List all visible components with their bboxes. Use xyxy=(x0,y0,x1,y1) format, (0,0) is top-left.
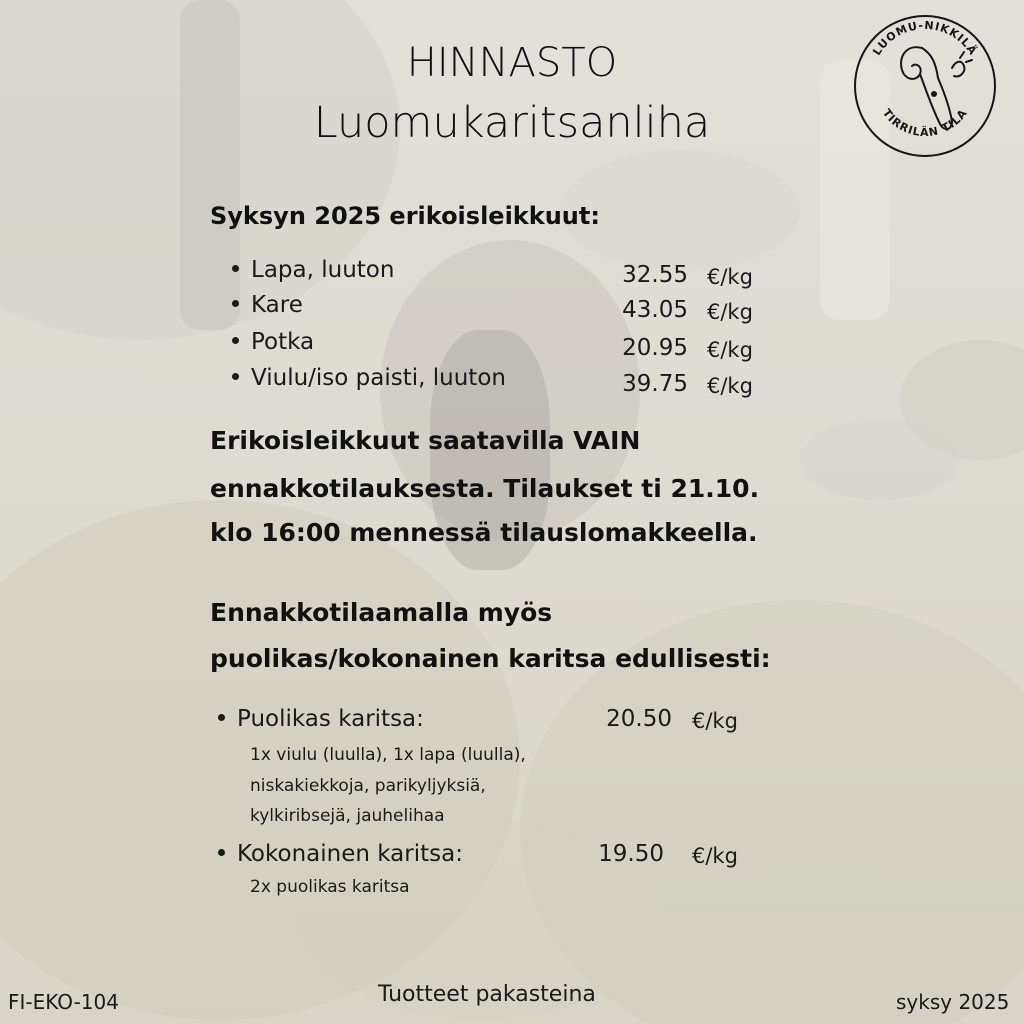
item-unit: €/kg xyxy=(692,709,738,733)
item-name: Puolikas karitsa: xyxy=(237,706,424,732)
item-detail: niskakiekkoja, parikyljyksiä, xyxy=(250,776,486,796)
list-item xyxy=(218,706,424,732)
item-price: 20.95 xyxy=(622,335,688,361)
item-price: 19.50 xyxy=(598,841,664,867)
notice-line: Erikoisleikkuut saatavilla VAIN xyxy=(210,426,641,455)
certification-code: FI-EKO-104 xyxy=(8,990,119,1014)
item-price: 20.50 xyxy=(606,706,672,732)
bullet-icon xyxy=(218,849,225,856)
special-cuts-heading: Syksyn 2025 erikoisleikkuut: xyxy=(210,202,600,230)
item-price: 43.05 xyxy=(622,297,688,323)
page-subtitle: Luomukaritsanliha xyxy=(313,98,711,148)
item-unit: €/kg xyxy=(707,374,753,398)
logo-top-text: LUOMU-NIKKILÄ xyxy=(870,18,980,58)
bullet-icon xyxy=(218,714,225,721)
bullet-icon xyxy=(232,337,239,344)
notice-line: klo 16:00 mennessä tilauslomakkeella. xyxy=(210,518,758,547)
page-title: HINNASTO xyxy=(406,40,618,86)
notice-line: ennakkotilauksesta. Tilaukset ti 21.10. xyxy=(210,474,760,503)
item-unit: €/kg xyxy=(692,844,738,868)
logo-bottom-text: TIRRILÄN TILA xyxy=(879,106,971,140)
item-name: Kare xyxy=(251,292,303,318)
bullet-icon xyxy=(232,300,239,307)
item-unit: €/kg xyxy=(707,265,753,289)
item-name: Kokonainen karitsa: xyxy=(237,841,463,867)
item-detail: 2x puolikas karitsa xyxy=(250,877,410,897)
item-price: 32.55 xyxy=(622,262,688,288)
bullet-icon xyxy=(232,265,239,272)
season-label: syksy 2025 xyxy=(896,990,1010,1014)
bullet-icon xyxy=(232,373,239,380)
item-unit: €/kg xyxy=(707,300,753,324)
item-name: Viulu/iso paisti, luuton xyxy=(251,365,506,391)
list-item xyxy=(232,329,314,355)
item-name: Potka xyxy=(251,329,315,355)
list-item xyxy=(232,292,303,318)
item-unit: €/kg xyxy=(707,338,753,362)
item-name: Lapa, luuton xyxy=(251,257,395,283)
frozen-products-note: Tuotteet pakasteina xyxy=(378,982,596,1007)
item-detail: 1x viulu (luulla), 1x lapa (luulla), xyxy=(250,745,526,765)
item-detail: kylkiribsejä, jauhelihaa xyxy=(250,806,445,826)
heading-line: Ennakkotilaamalla myös xyxy=(210,598,553,627)
list-item xyxy=(218,841,463,867)
heading-line: puolikas/kokonainen karitsa edullisesti: xyxy=(210,644,771,673)
item-price: 39.75 xyxy=(622,371,688,397)
list-item xyxy=(232,257,394,283)
list-item xyxy=(232,365,506,391)
